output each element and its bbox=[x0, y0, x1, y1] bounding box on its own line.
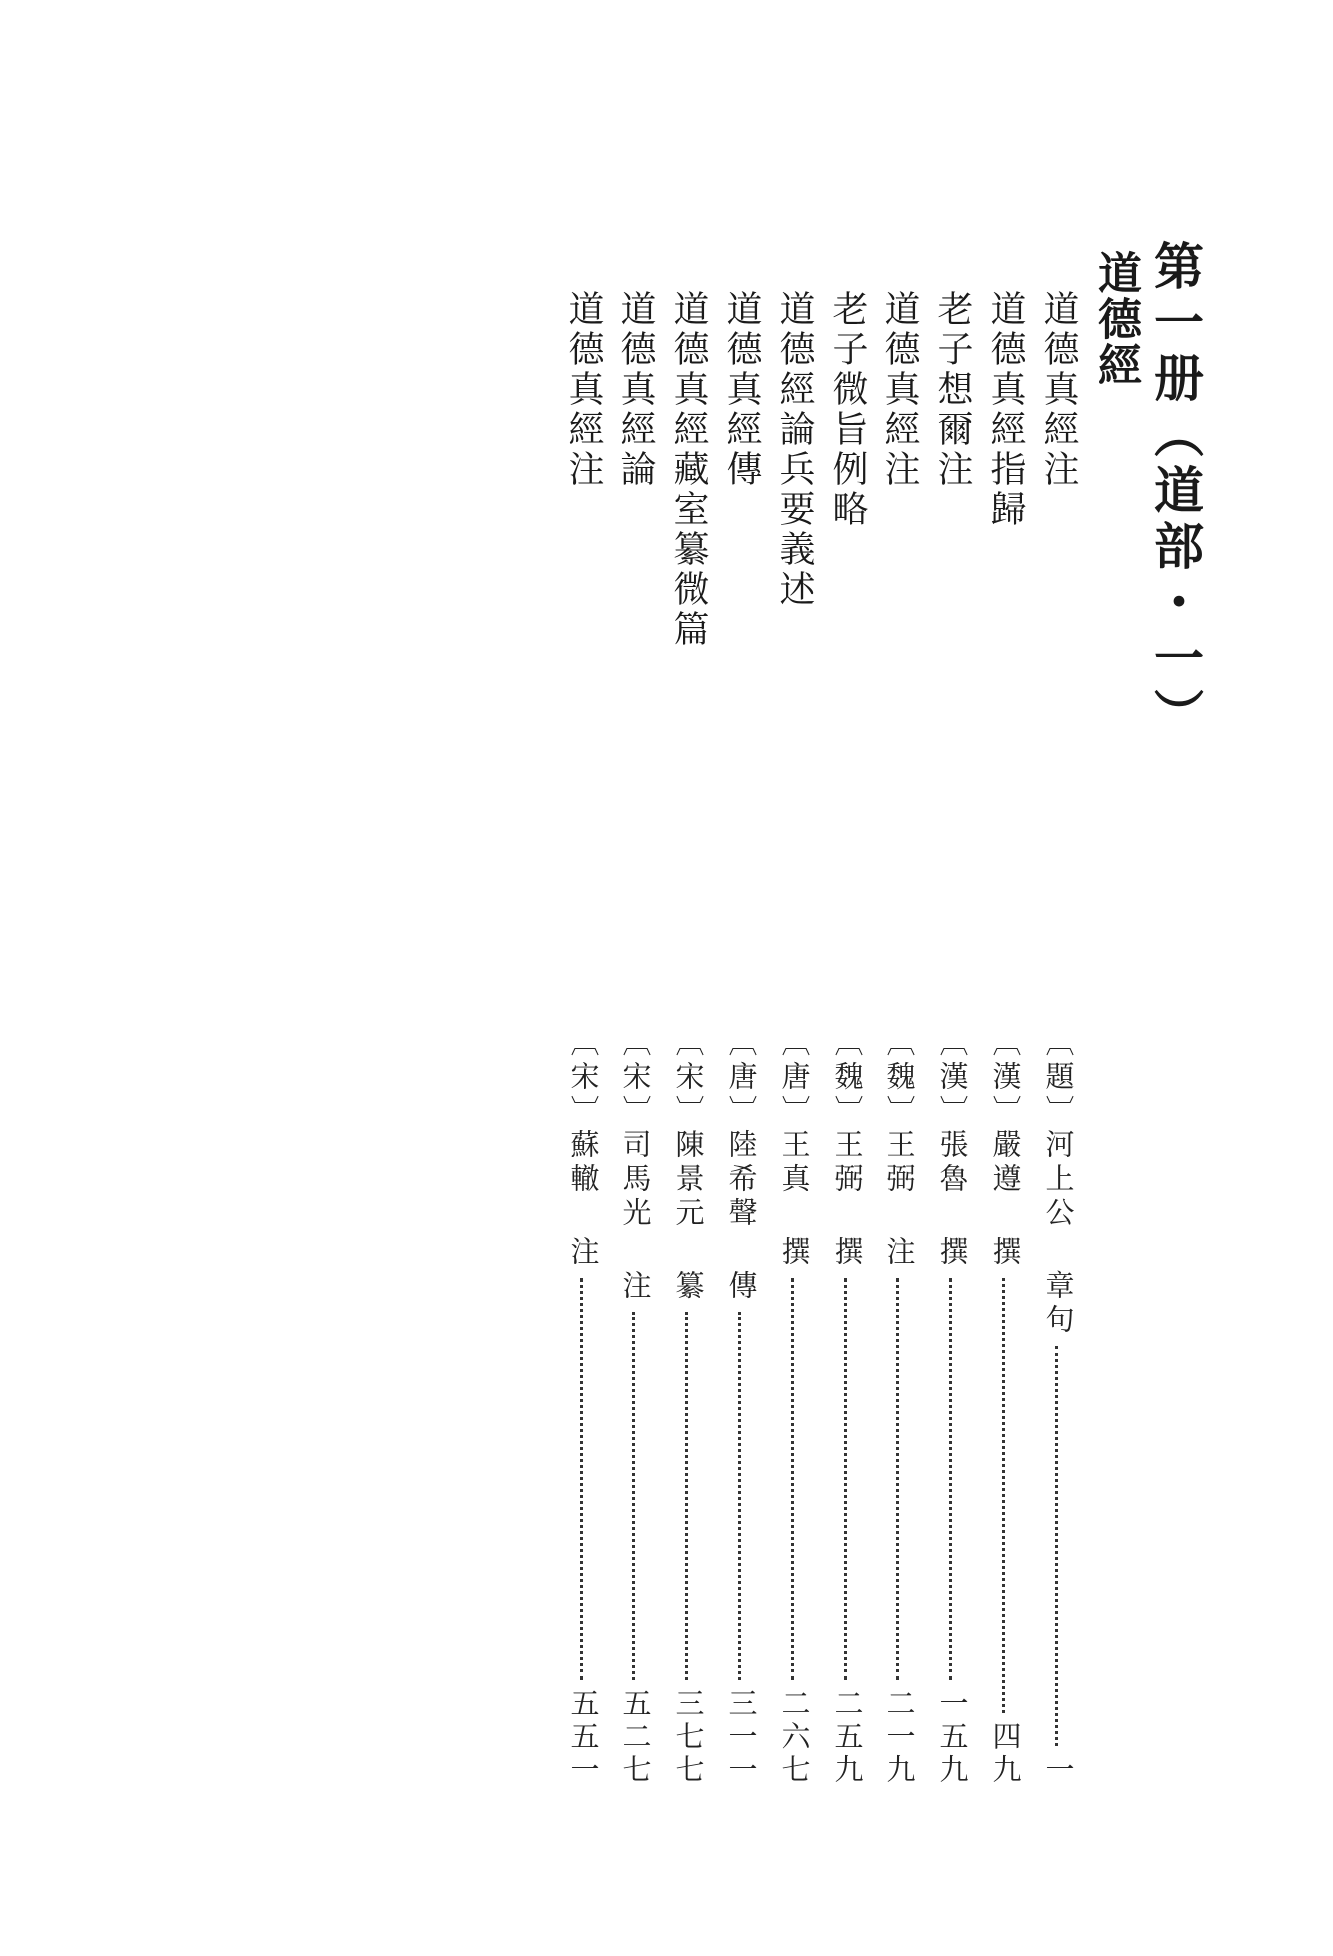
toc-entry-author: 〔魏〕王弼 注 bbox=[882, 1027, 917, 1270]
toc-entry-page: 二五九 bbox=[830, 1688, 865, 1787]
toc-entry-page: 二六七 bbox=[777, 1688, 812, 1787]
toc-entry-author: 〔魏〕王弼 撰 bbox=[830, 1027, 865, 1270]
toc-entry-author: 〔漢〕嚴遵 撰 bbox=[988, 1027, 1023, 1270]
toc-entry-author: 〔宋〕司馬光 注 bbox=[618, 1027, 653, 1304]
dot-leader bbox=[791, 1278, 798, 1680]
toc-entry-title: 老子想爾注 bbox=[932, 290, 973, 490]
dot-leader bbox=[1055, 1346, 1062, 1746]
toc-entry-page: 四九 bbox=[988, 1721, 1023, 1787]
toc-entry-page: 一 bbox=[1041, 1754, 1076, 1787]
toc-entry-title: 道德真經注 bbox=[879, 290, 920, 490]
toc-entry-title: 老子微旨例略 bbox=[827, 290, 868, 530]
toc-entry-title: 道德真經指歸 bbox=[985, 290, 1026, 530]
dot-leader bbox=[949, 1278, 956, 1680]
toc-entry-page: 二一九 bbox=[882, 1688, 917, 1787]
dot-leader bbox=[738, 1312, 745, 1680]
toc-entry-title: 道德真經注 bbox=[563, 290, 604, 490]
volume-title: 第一册（道部・一） bbox=[1146, 240, 1205, 744]
toc-entry-author: 〔唐〕王真 撰 bbox=[777, 1027, 812, 1270]
toc-entry-page: 一五九 bbox=[935, 1688, 970, 1787]
toc-entry-meta bbox=[829, 1027, 865, 1787]
toc-entry-meta bbox=[1040, 1027, 1076, 1787]
toc-entry-title: 道德真經傳 bbox=[721, 290, 762, 490]
toc-entry-page: 五二七 bbox=[618, 1688, 653, 1787]
toc-entry-title: 道德真經藏室纂微篇 bbox=[668, 290, 709, 650]
toc-entry-title: 道德真經論 bbox=[615, 290, 656, 490]
toc-entry-meta bbox=[670, 1027, 706, 1787]
toc-entry-meta bbox=[881, 1027, 917, 1787]
toc-entry-meta bbox=[617, 1027, 653, 1787]
dot-leader bbox=[685, 1312, 692, 1680]
toc-entry-meta bbox=[565, 1027, 601, 1787]
toc-entry-meta bbox=[934, 1027, 970, 1787]
dot-leader bbox=[1002, 1278, 1009, 1713]
dot-leader bbox=[632, 1312, 639, 1680]
toc-entry-page: 三七七 bbox=[671, 1688, 706, 1787]
toc-entry-author: 〔漢〕張魯 撰 bbox=[935, 1027, 970, 1270]
toc-entry-author: 〔宋〕陳景元 纂 bbox=[671, 1027, 706, 1304]
toc-entry-author: 〔宋〕蘇轍 注 bbox=[566, 1027, 601, 1270]
toc-entry-page: 五五一 bbox=[566, 1688, 601, 1787]
dot-leader bbox=[844, 1278, 851, 1680]
toc-entry-author: 〔題〕河上公 章句 bbox=[1041, 1027, 1076, 1338]
dot-leader bbox=[580, 1278, 587, 1680]
dot-leader bbox=[896, 1278, 903, 1680]
section-title: 道德經 bbox=[1090, 250, 1141, 388]
toc-entry-title: 道德真經注 bbox=[1038, 290, 1079, 490]
toc-entry-author: 〔唐〕陸希聲 傳 bbox=[724, 1027, 759, 1304]
toc-entry-title: 道德經論兵要義述 bbox=[774, 290, 815, 610]
toc-entry-page: 三一一 bbox=[724, 1688, 759, 1787]
toc-entry-meta bbox=[723, 1027, 759, 1787]
toc-entry-meta bbox=[987, 1027, 1023, 1787]
toc-entry-meta bbox=[776, 1027, 812, 1787]
